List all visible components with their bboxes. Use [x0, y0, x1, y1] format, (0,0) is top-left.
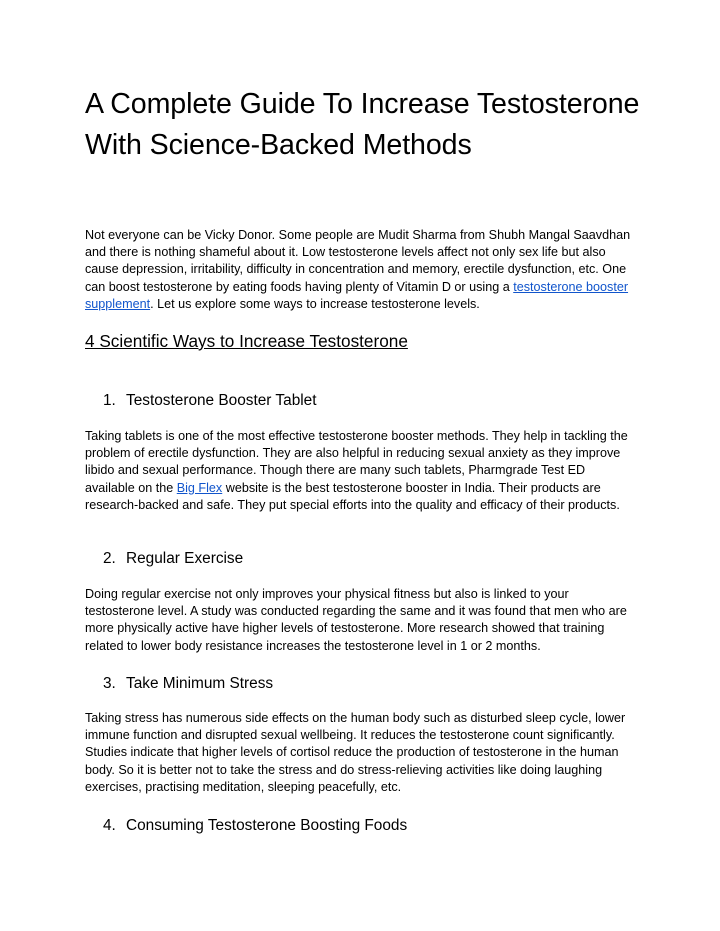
section-number-2: 2. [103, 550, 116, 567]
section-paragraph-3: Taking stress has numerous side effects on the human body such as disturbed sleep cycle, lower immune function and disrupted sexual wellbeing. It reduces the testosterone count significantly. Studies indicate that higher levels of cortisol reduce the production of testosterone in the human body. So it is better not to take the stress and do stress-relieving activities like doing laughing exercises, practising meditation, sleeping peacefully, etc. [85, 711, 626, 794]
section-heading-text-1: Testosterone Booster Tablet [126, 392, 317, 409]
section-paragraph-1 [85, 428, 630, 514]
testosterone-booster-link[interactable]: testosterone booster supplement [85, 279, 629, 311]
intro-text-end: . Let us explore some ways to increase testosterone levels. [150, 296, 480, 311]
section-1-text-end: website is the best testosterone booster in India. Their products are research-backed and safe. They put special efforts into the quality and efficacy of their products. [85, 480, 620, 512]
section-number-3: 3. [103, 675, 116, 692]
section-heading-3 [103, 674, 273, 693]
intro-paragraph [85, 227, 640, 313]
section-heading-text-4: Consuming Testosterone Boosting Foods [126, 817, 408, 834]
big-flex-link[interactable]: Big Flex [176, 480, 223, 495]
section-paragraph-2: Doing regular exercise not only improves your physical fitness but also is linked to your testosterone level. A study was conducted regarding the same and it was found that men who are more physically active have higher levels of testosterone. More research showed that training related to lower body resistance increases the testosterone level in 1 or 2 months. [85, 587, 627, 653]
section-number-1: 1. [103, 392, 116, 409]
intro-text-start: Not everyone can be Vicky Donor. Some people are Mudit Sharma from Shubh Mangal Saavdhan and there is nothing shameful about it. Low testosterone levels affect not only sex life but also cause depression, irritability, difficulty in concentration and memory, erectile dysfunction, etc. One can boost testosterone by eating foods having plenty of Vitamin D or using a [85, 228, 631, 294]
section-heading-1 [103, 391, 317, 410]
section-heading-4 [103, 816, 407, 835]
section-heading-text-2: Regular Exercise [126, 550, 244, 567]
document-title: A Complete Guide To Increase Testosterone With Science-Backed Methods [85, 88, 640, 161]
section-heading-text-3: Take Minimum Stress [126, 675, 274, 692]
section-number-4: 4. [103, 817, 116, 834]
section-heading-2 [103, 549, 243, 568]
section-subheading: 4 Scientific Ways to Increase Testosterone [85, 331, 408, 351]
section-1-text-start: Taking tablets is one of the most effective testosterone booster methods. They help in tackling the problem of erectile dysfunction. They are also helpful in reducing sexual anxiety as they improve libido and sexual performance. Though there are many such tablets, Pharmgrade Test ED available on the [85, 429, 628, 495]
